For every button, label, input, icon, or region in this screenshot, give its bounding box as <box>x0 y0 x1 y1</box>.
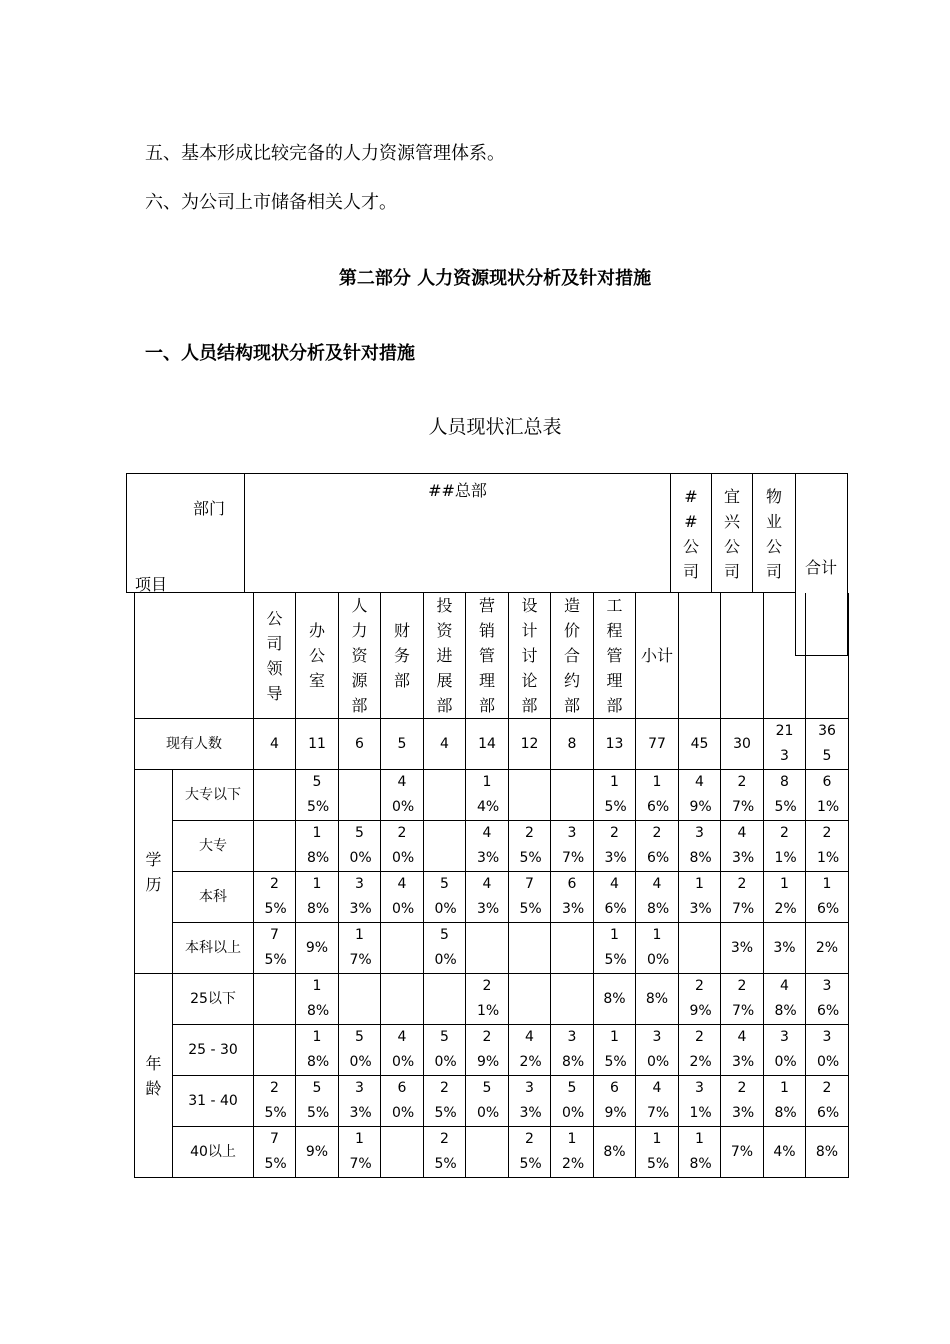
subheader-blank <box>135 593 254 719</box>
headcount-cell: 13 <box>594 719 636 770</box>
table-cell: 31% <box>679 1076 721 1127</box>
table-cell: 21% <box>764 821 806 872</box>
table-cell: 30% <box>806 1025 849 1076</box>
paragraph-5: 五、基本形成比较完备的人力资源管理体系。 <box>145 143 505 164</box>
table-cell: 33% <box>339 872 381 923</box>
headcount-cell: 213 <box>764 719 806 770</box>
table-row <box>135 821 849 872</box>
table-cell: 27% <box>721 872 764 923</box>
corner-dept-label: 部门 <box>193 499 226 518</box>
headcount-cell: 4 <box>424 719 466 770</box>
row-label: 本科以上 <box>173 923 254 974</box>
table-cell <box>424 770 466 821</box>
table-cell: 18% <box>764 1076 806 1127</box>
table-cell: 14% <box>466 770 509 821</box>
table-cell: 8% <box>636 974 679 1025</box>
table-cell: 49% <box>679 770 721 821</box>
table-row <box>135 872 849 923</box>
table-cell <box>551 923 594 974</box>
table-cell: 17% <box>339 1127 381 1178</box>
sub-col-9: 小计 <box>636 593 679 719</box>
table-cell: 23% <box>721 1076 764 1127</box>
table-cell: 15% <box>594 770 636 821</box>
sub-col-3: 财务部 <box>381 593 424 719</box>
top-col-1 <box>711 473 753 593</box>
headcount-cell: 45 <box>679 719 721 770</box>
table-cell: 22% <box>679 1025 721 1076</box>
table-cell: 2% <box>806 923 849 974</box>
table-cell: 9% <box>296 1127 339 1178</box>
table-cell: 60% <box>381 1076 424 1127</box>
row-label: 大专以下 <box>173 770 254 821</box>
table-cell: 46% <box>594 872 636 923</box>
group-label: 学历 <box>135 770 173 974</box>
table-cell: 3% <box>764 923 806 974</box>
table-cell: 4% <box>764 1127 806 1178</box>
table-cell <box>381 974 424 1025</box>
table-cell: 20% <box>381 821 424 872</box>
table-cell: 75% <box>254 923 296 974</box>
row-label: 31 - 40 <box>173 1076 254 1127</box>
row-label: 25 - 30 <box>173 1025 254 1076</box>
table-cell: 12% <box>551 1127 594 1178</box>
sub-col-6: 设计讨论部 <box>509 593 551 719</box>
table-cell: 18% <box>679 1127 721 1178</box>
row-label: 本科 <box>173 872 254 923</box>
table-corner-cell <box>126 473 245 593</box>
table-cell: 40% <box>381 1025 424 1076</box>
table-cell: 8% <box>594 1127 636 1178</box>
sub-col-blank-3 <box>806 593 849 719</box>
table-cell: 30% <box>636 1025 679 1076</box>
sub-col-7: 造价合约部 <box>551 593 594 719</box>
sub-col-1: 办公室 <box>296 593 339 719</box>
table-cell: 16% <box>806 872 849 923</box>
table-cell <box>424 821 466 872</box>
table-cell <box>509 923 551 974</box>
table-cell <box>679 923 721 974</box>
table-cell: 75% <box>509 872 551 923</box>
table-cell: 43% <box>721 821 764 872</box>
table-cell: 21% <box>466 974 509 1025</box>
table-cell: 29% <box>679 974 721 1025</box>
table-cell: 55% <box>296 1076 339 1127</box>
table-cell: 9% <box>296 923 339 974</box>
table-cell <box>339 770 381 821</box>
table-cell: 50% <box>551 1076 594 1127</box>
table-cell: 61% <box>806 770 849 821</box>
table-cell: 27% <box>721 974 764 1025</box>
table-cell: 21% <box>806 821 849 872</box>
table-cell: 25% <box>424 1127 466 1178</box>
headcount-cell: 12 <box>509 719 551 770</box>
table-row <box>135 923 849 974</box>
table-cell <box>254 1025 296 1076</box>
table-cell: 47% <box>636 1076 679 1127</box>
table-cell: 36% <box>806 974 849 1025</box>
top-col-3-label: 合计 <box>805 558 838 577</box>
table-cell <box>466 1127 509 1178</box>
hq-header-label: ##总部 <box>428 481 487 500</box>
table-cell: 75% <box>254 1127 296 1178</box>
subsection-title: 一、人员结构现状分析及针对措施 <box>145 343 415 364</box>
table-cell: 13% <box>679 872 721 923</box>
row-label: 大专 <box>173 821 254 872</box>
table-cell: 18% <box>296 872 339 923</box>
table-cell <box>381 1127 424 1178</box>
table-cell: 50% <box>339 1025 381 1076</box>
sub-col-0: 公司领导 <box>254 593 296 719</box>
top-col-0-label: ##公司 <box>682 487 699 581</box>
table-cell: 85% <box>764 770 806 821</box>
table-cell: 16% <box>636 770 679 821</box>
table-cell: 63% <box>551 872 594 923</box>
top-col-0 <box>670 473 712 593</box>
table-cell: 7% <box>721 1127 764 1178</box>
table-cell: 55% <box>296 770 339 821</box>
table-cell: 10% <box>636 923 679 974</box>
hq-header-cell <box>244 473 671 593</box>
table-row <box>135 974 849 1025</box>
table-cell: 18% <box>296 1025 339 1076</box>
table-row <box>135 1076 849 1127</box>
headcount-label: 现有人数 <box>135 719 254 770</box>
table-cell: 33% <box>509 1076 551 1127</box>
table-cell: 18% <box>296 821 339 872</box>
table-cell: 3% <box>721 923 764 974</box>
paragraph-6: 六、为公司上市储备相关人才。 <box>145 192 397 213</box>
table-cell: 50% <box>466 1076 509 1127</box>
headcount-cell: 14 <box>466 719 509 770</box>
table-cell: 37% <box>551 821 594 872</box>
table-cell: 8% <box>594 974 636 1025</box>
table-cell: 42% <box>509 1025 551 1076</box>
staff-summary-table <box>134 592 849 1178</box>
headcount-cell: 365 <box>806 719 849 770</box>
sub-col-5: 营销管理部 <box>466 593 509 719</box>
table-cell: 18% <box>296 974 339 1025</box>
top-col-2-label: 物业公司 <box>765 487 782 581</box>
sub-col-8: 工程管理部 <box>594 593 636 719</box>
table-cell: 30% <box>764 1025 806 1076</box>
row-label: 40以上 <box>173 1127 254 1178</box>
table-cell: 25% <box>254 872 296 923</box>
table-cell: 25% <box>509 821 551 872</box>
table-cell <box>339 974 381 1025</box>
table-cell <box>381 923 424 974</box>
table-cell <box>509 974 551 1025</box>
table-cell <box>551 974 594 1025</box>
headcount-cell: 8 <box>551 719 594 770</box>
table-cell: 17% <box>339 923 381 974</box>
headcount-cell: 6 <box>339 719 381 770</box>
table-cell: 43% <box>721 1025 764 1076</box>
row-label: 25以下 <box>173 974 254 1025</box>
table-cell: 25% <box>509 1127 551 1178</box>
table-cell <box>424 974 466 1025</box>
table-cell: 25% <box>254 1076 296 1127</box>
table-cell: 69% <box>594 1076 636 1127</box>
table-row <box>135 1127 849 1178</box>
table-cell <box>254 821 296 872</box>
sub-col-blank-2 <box>764 593 806 719</box>
table-cell: 50% <box>424 923 466 974</box>
table-cell: 29% <box>466 1025 509 1076</box>
group-rows <box>135 770 849 1178</box>
group-label: 年龄 <box>135 974 173 1178</box>
table-cell: 12% <box>764 872 806 923</box>
table-cell: 38% <box>551 1025 594 1076</box>
headcount-cell: 11 <box>296 719 339 770</box>
headcount-row <box>135 719 849 770</box>
table-row <box>135 1025 849 1076</box>
table-cell: 48% <box>764 974 806 1025</box>
table-cell: 43% <box>466 821 509 872</box>
table-cell: 26% <box>636 821 679 872</box>
table-cell: 50% <box>339 821 381 872</box>
table-cell: 38% <box>679 821 721 872</box>
table-cell: 26% <box>806 1076 849 1127</box>
table-cell: 25% <box>424 1076 466 1127</box>
table-cell <box>254 974 296 1025</box>
table-row <box>135 770 849 821</box>
table-cell: 40% <box>381 872 424 923</box>
table-cell: 33% <box>339 1076 381 1127</box>
table-caption: 人员现状汇总表 <box>428 416 562 438</box>
table-cell: 48% <box>636 872 679 923</box>
table-cell: 23% <box>594 821 636 872</box>
table-cell <box>254 770 296 821</box>
table-cell: 15% <box>594 923 636 974</box>
sub-col-2: 人力资源部 <box>339 593 381 719</box>
headcount-cell: 5 <box>381 719 424 770</box>
sub-col-4: 投资进展部 <box>424 593 466 719</box>
table-cell: 27% <box>721 770 764 821</box>
table-cell: 8% <box>806 1127 849 1178</box>
table-cell: 50% <box>424 872 466 923</box>
table-cell: 43% <box>466 872 509 923</box>
table-cell: 50% <box>424 1025 466 1076</box>
table-cell: 15% <box>594 1025 636 1076</box>
sub-col-blank-1 <box>721 593 764 719</box>
headcount-cell: 30 <box>721 719 764 770</box>
table-cell: 15% <box>636 1127 679 1178</box>
table-cell <box>466 923 509 974</box>
sub-col-blank-0 <box>679 593 721 719</box>
headcount-cell: 77 <box>636 719 679 770</box>
subheader-row <box>135 593 849 719</box>
headcount-cell: 4 <box>254 719 296 770</box>
section-title: 第二部分 人力资源现状分析及针对措施 <box>338 268 652 289</box>
table-cell: 40% <box>381 770 424 821</box>
top-col-1-label: 宜兴公司 <box>723 487 740 581</box>
table-cell <box>551 770 594 821</box>
top-col-2 <box>752 473 796 593</box>
corner-item-label: 项目 <box>135 575 168 594</box>
table-cell <box>509 770 551 821</box>
